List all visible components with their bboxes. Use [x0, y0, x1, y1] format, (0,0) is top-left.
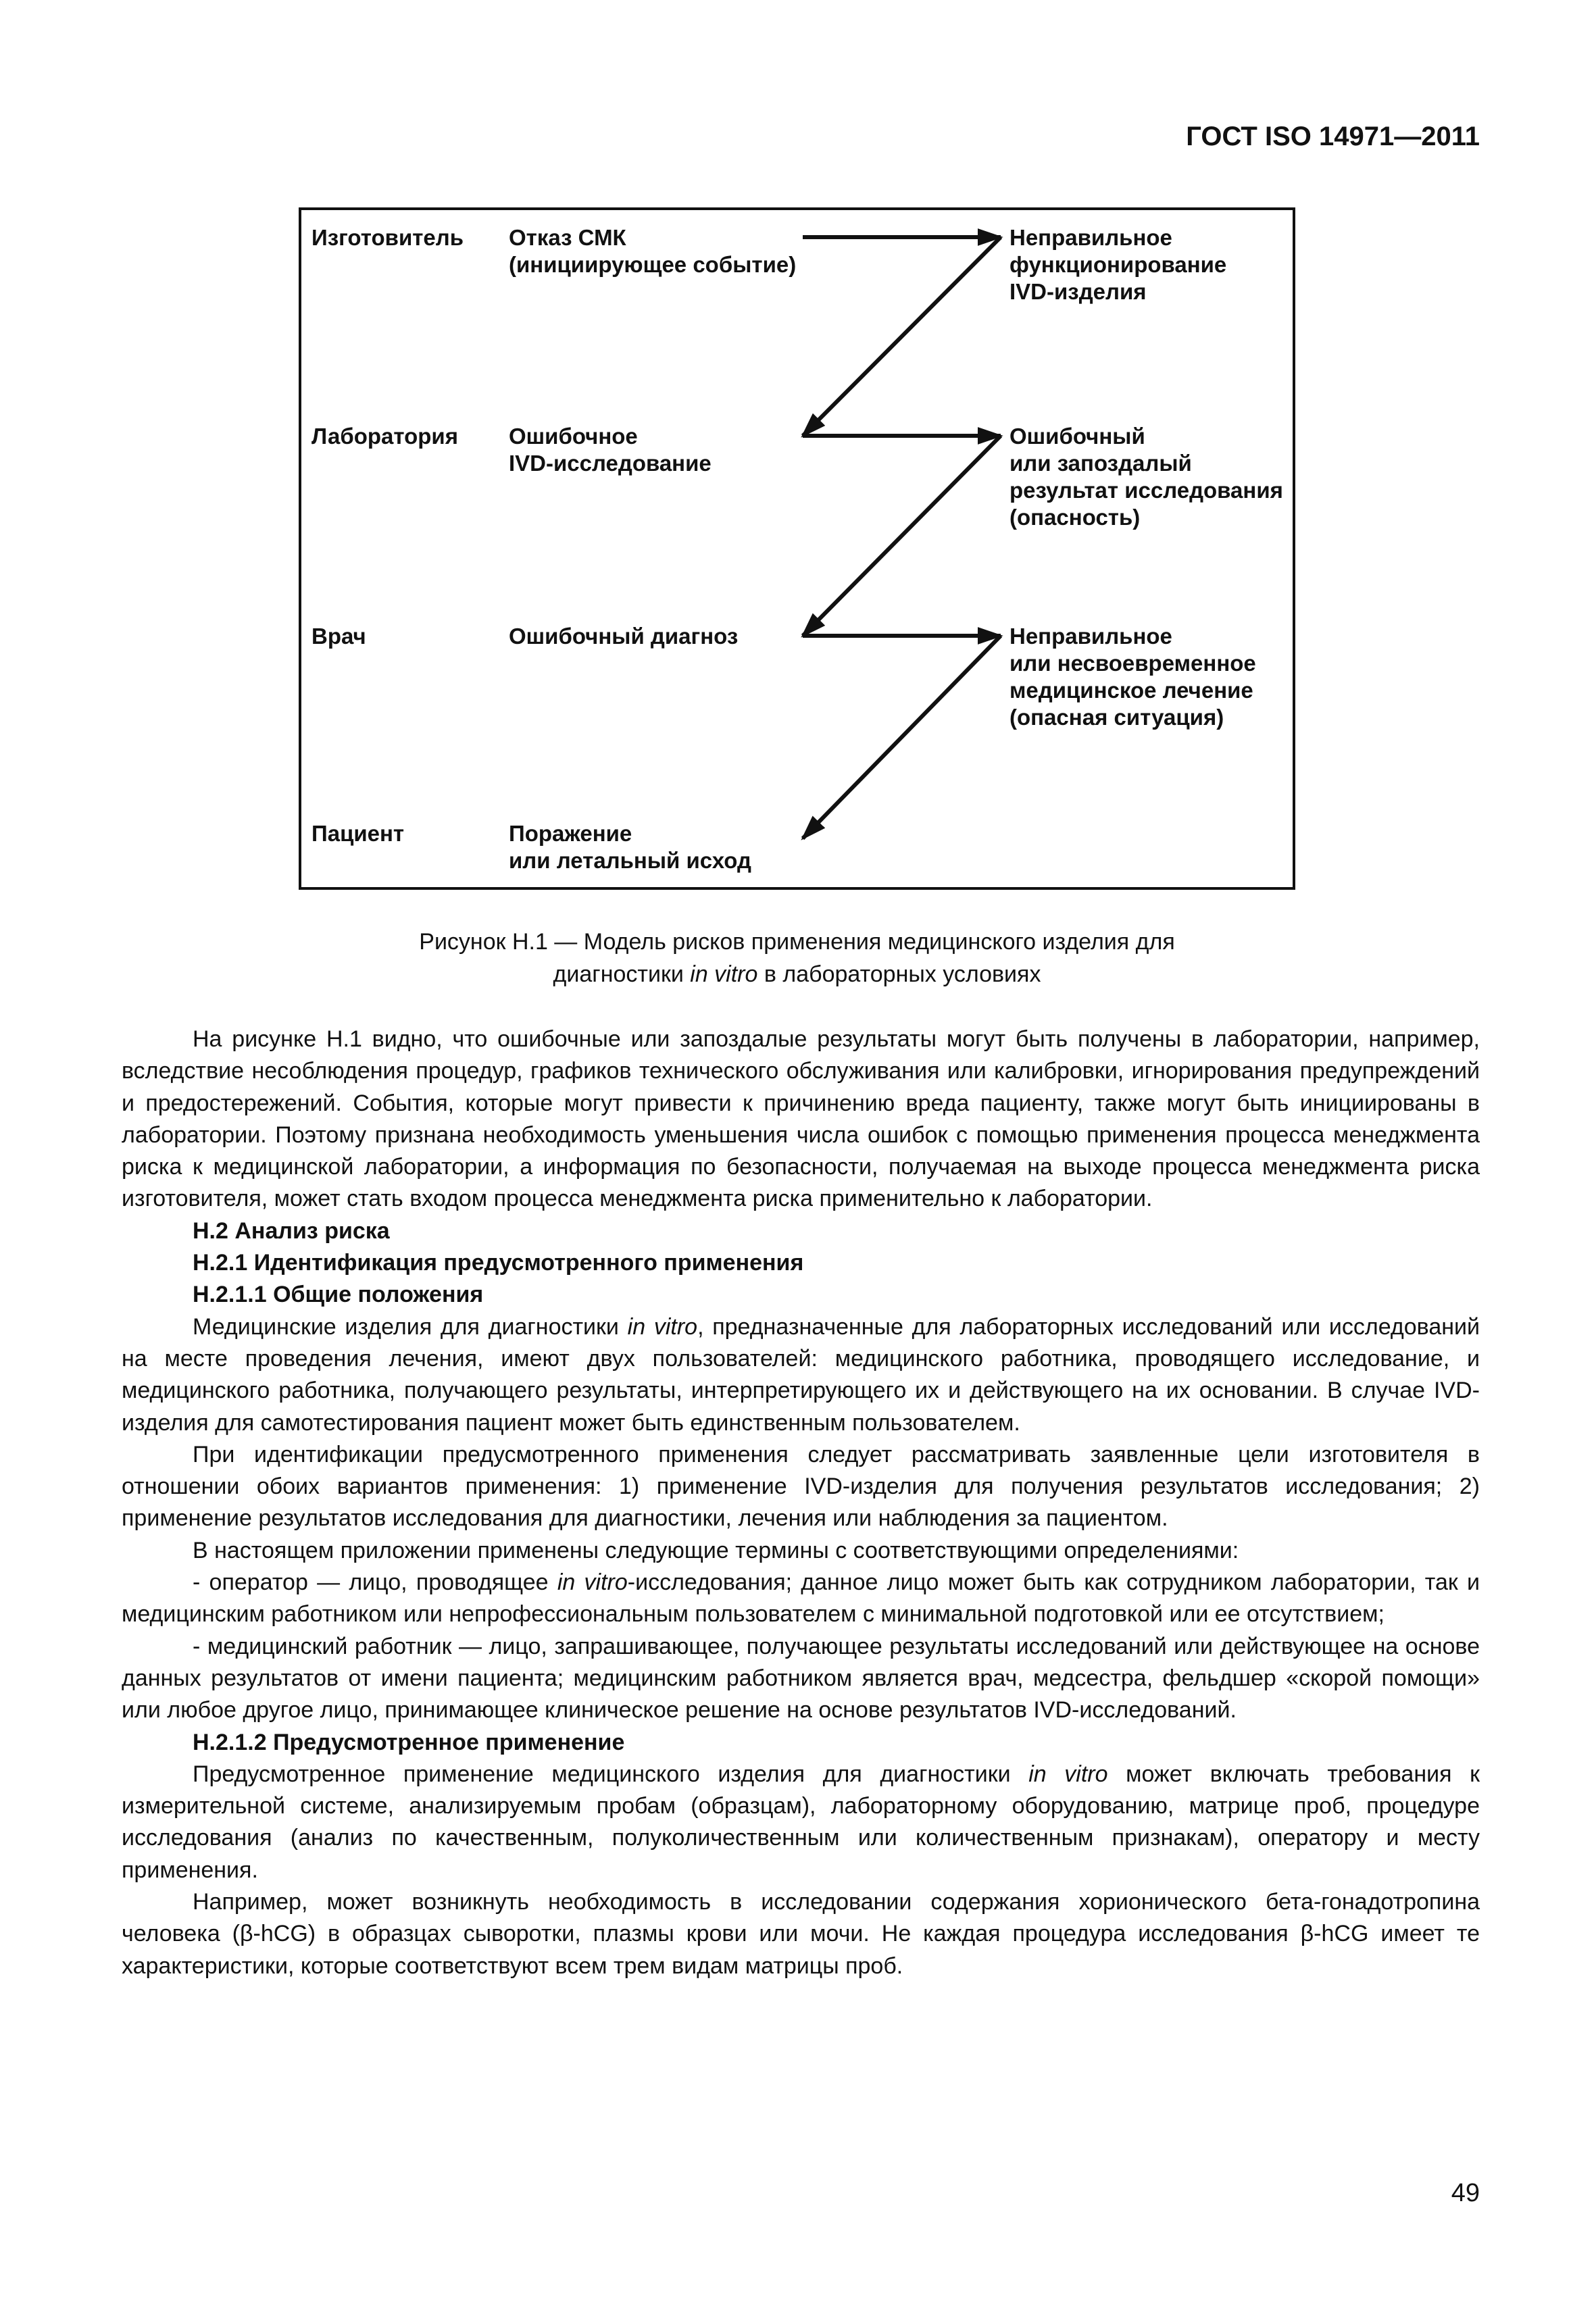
- figure-caption: [299, 926, 1295, 990]
- paragraph-3: При идентификации предусмотренного применения следует рассматривать заявленные цели изготовителя в отношении обоих вариантов применения: 1) применение IVD-изделия для получения результатов исследования; 2) применение результатов исследования для диагностики, лечения или наблюдения за пациентом.: [122, 1441, 1480, 1532]
- role-manufacturer: Изготовитель: [311, 225, 464, 250]
- cause-harm: Поражение или летальный исход: [509, 821, 751, 873]
- cause-erroneous-test: Ошибочное IVD-исследование: [509, 424, 712, 476]
- body-text: [122, 1024, 1480, 1982]
- paragraph-2: Медицинские изделия для диагностики in vitro, предназначенные для лабораторных исследований или исследований на месте проведения лечения, имеют двух пользователей: медицинского работника, проводящего исследование, и медицинского работника, получающего результаты, интерпретирующего их и действующего на их основании. В случае IVD-изделия для самотестирования пациент может быть единственным пользователем.: [122, 1313, 1480, 1436]
- result-malfunction: Неправильное функционирование IVD-изделия: [1009, 225, 1227, 304]
- arrow-3-diag: [803, 636, 1001, 838]
- paragraph-7: Предусмотренное применение медицинского изделия для диагностики in vitro может включать требования к измерительной системе, анализируемым пробам (образцам), лабораторному оборудованию, матрице проб, процедуре исследования (анализ по качественным, полуколичественным или количественным признакам), оператору и месту применения.: [122, 1761, 1480, 1883]
- risk-model-figure: [299, 207, 1295, 890]
- result-hazard: Ошибочный или запоздалый результат исследования (опасность): [1009, 424, 1283, 530]
- result-hazardous-situation: Неправильное или несвоевременное медицинское лечение (опасная ситуация): [1009, 624, 1256, 730]
- role-patient: Пациент: [311, 821, 405, 846]
- paragraph-4: В настоящем приложении применены следующие термины с соответствующими определениями:: [193, 1537, 1239, 1563]
- paragraph-1: На рисунке Н.1 видно, что ошибочные или запоздалые результаты могут быть получены в лаборатории, например, вследствие несоблюдения процедур, графиков технического обслуживания или калибровки, игнорирования предупреждений и предостережений. События, которые могут привести к причинению вреда пациенту, также могут быть инициированы в лаборатории. Поэтому признана необходимость уменьшения числа ошибок с помощью применения процесса менеджмента риска к медицинской лаборатории, а информация по безопасности, получаемая на выходе процесса менеджмента риска изготовителя, может стать входом процесса менеджмента риска применительно к лаборатории.: [122, 1026, 1480, 1212]
- paragraph-medical-worker: - медицинский работник — лицо, запрашивающее, получающее результаты исследований или действующее на основе данных результатов от имени пациента; медицинским работником является врач, медсестра, фельдшер «скорой помощи» или любое другое лицо, принимающее клиническое решение на основе результатов IVD-исследований.: [122, 1633, 1480, 1724]
- heading-h2-1: Н.2.1 Идентификация предусмотренного применения: [193, 1250, 804, 1276]
- paragraph-operator: - оператор — лицо, проводящее in vitro-исследования; данное лицо может быть как сотрудником лаборатории, так и медицинским работником или непрофессиональным пользователем с минимальной подготовкой или ее отсутствием;: [122, 1569, 1480, 1628]
- arrow-2-diag: [803, 436, 1001, 636]
- cause-qms-failure: Отказ СМК (инициирующее событие): [509, 225, 797, 277]
- caption-line-1: Рисунок Н.1 — Модель рисков применения медицинского изделия для: [419, 929, 1175, 955]
- role-physician: Врач: [311, 624, 366, 649]
- standard-header: ГОСТ ISO 14971—2011: [1186, 122, 1480, 151]
- cause-misdiagnosis: Ошибочный диагноз: [509, 624, 739, 649]
- arrow-1-diag: [803, 237, 1001, 436]
- heading-h2: Н.2 Анализ риска: [193, 1217, 390, 1244]
- heading-h2-1-2: Н.2.1.2 Предусмотренное применение: [193, 1729, 625, 1755]
- flow-arrows: [301, 210, 1293, 887]
- page-number: 49: [1451, 2179, 1480, 2207]
- paragraph-8: Например, может возникнуть необходимость в исследовании содержания хорионического бета-гонадотропина человека (β-hCG) в образцах сыворотки, плазмы крови или мочи. Не каждая процедура исследования β-hCG имеет те характеристики, которые соответствуют всем трем видам матрицы проб.: [122, 1889, 1480, 1979]
- heading-h2-1-1: Н.2.1.1 Общие положения: [193, 1282, 484, 1308]
- role-laboratory: Лаборатория: [311, 424, 458, 449]
- caption-line-2: диагностики in vitro в лабораторных условиях: [553, 961, 1041, 987]
